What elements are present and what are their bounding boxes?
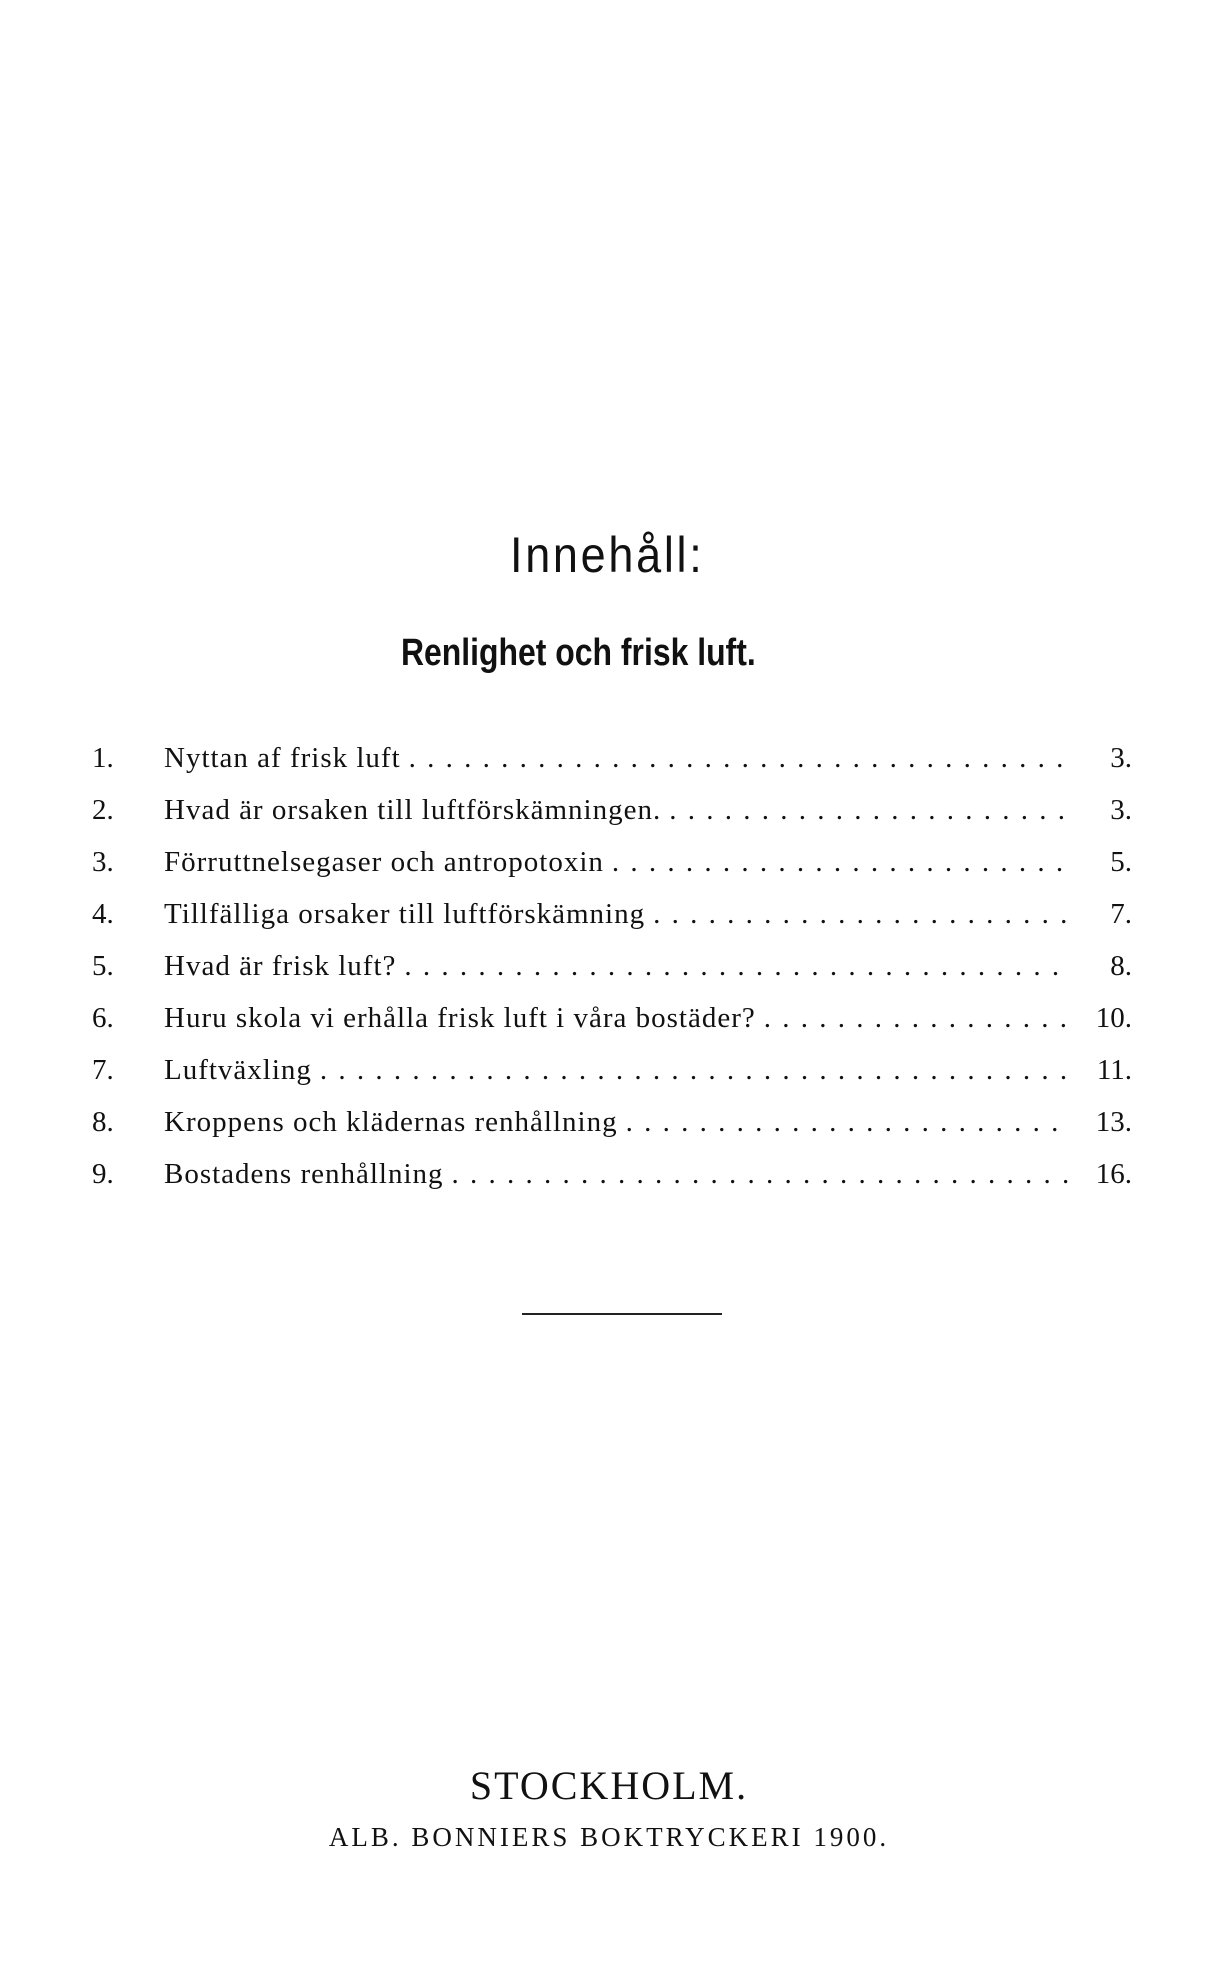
dot-leader — [618, 1102, 1070, 1142]
toc-entry-title: Bostadens renhållning — [164, 1158, 444, 1190]
toc-entry-number: 7. — [92, 1054, 114, 1086]
dot-leader — [401, 738, 1070, 778]
dot-leader — [756, 998, 1070, 1038]
toc-entry-line — [164, 790, 1132, 830]
table-of-contents — [92, 738, 1132, 1206]
toc-entry — [92, 894, 1132, 946]
toc-entry-line — [164, 946, 1132, 986]
dot-leader — [396, 946, 1070, 986]
toc-entry-page: 5. — [1110, 846, 1132, 878]
toc-entry — [92, 946, 1132, 998]
toc-entry — [92, 738, 1132, 790]
horizontal-rule — [522, 1313, 722, 1315]
toc-entry — [92, 842, 1132, 894]
toc-entry-title: Tillfälliga orsaker till luftförskämning — [164, 898, 646, 930]
toc-entry-page: 13. — [1095, 1106, 1132, 1138]
toc-entry — [92, 1102, 1132, 1154]
toc-entry-number: 6. — [92, 1002, 114, 1034]
toc-entry-number: 1. — [92, 742, 114, 774]
toc-entry-page: 16. — [1095, 1158, 1132, 1190]
toc-entry-line — [164, 1050, 1132, 1090]
dot-leader — [444, 1154, 1070, 1194]
toc-entry-page: 7. — [1110, 898, 1132, 930]
toc-entry-title: Kroppens och klädernas renhållning — [164, 1106, 618, 1138]
dot-leader — [604, 842, 1070, 882]
toc-entry-line — [164, 1154, 1132, 1194]
toc-entry-title: Hvad är orsaken till luftförskämningen. — [164, 794, 662, 826]
toc-entry-line — [164, 894, 1132, 934]
toc-entry — [92, 998, 1132, 1050]
toc-entry-number: 3. — [92, 846, 114, 878]
toc-entry-number: 4. — [92, 898, 114, 930]
toc-entry-title: Hvad är frisk luft? — [164, 950, 397, 982]
imprint-printer: ALB. BONNIERS BOKTRYCKERI 1900. — [328, 1822, 890, 1852]
toc-entry-page: 3. — [1110, 794, 1132, 826]
toc-entry-title: Förruttnelsegaser och antropotoxin — [164, 846, 604, 878]
toc-entry-page: 11. — [1096, 1054, 1132, 1086]
toc-entry-number: 2. — [92, 794, 114, 826]
toc-entry-number: 5. — [92, 950, 114, 982]
dot-leader — [645, 894, 1070, 934]
imprint-city: STOCKHOLM. — [469, 1763, 749, 1808]
page-heading: Innehåll: — [510, 527, 705, 583]
toc-entry-number: 9. — [92, 1158, 114, 1190]
section-subheading: Renlighet och frisk luft. — [401, 632, 756, 674]
toc-entry-title: Huru skola vi erhålla frisk luft i våra bostäder? — [164, 1002, 756, 1034]
toc-entry-page: 10. — [1095, 1002, 1132, 1034]
toc-entry-line — [164, 998, 1132, 1038]
toc-entry — [92, 1154, 1132, 1206]
toc-entry — [92, 1050, 1132, 1102]
toc-entry-title: Luftväxling — [164, 1054, 312, 1086]
toc-entry-page: 8. — [1110, 950, 1132, 982]
toc-entry-title: Nyttan af frisk luft — [164, 742, 401, 774]
toc-entry-line — [164, 842, 1132, 882]
toc-entry — [92, 790, 1132, 842]
dot-leader — [661, 790, 1070, 830]
toc-entry-page: 3. — [1110, 742, 1132, 774]
toc-entry-number: 8. — [92, 1106, 114, 1138]
dot-leader — [312, 1050, 1070, 1090]
toc-entry-line — [164, 738, 1132, 778]
toc-entry-line — [164, 1102, 1132, 1142]
